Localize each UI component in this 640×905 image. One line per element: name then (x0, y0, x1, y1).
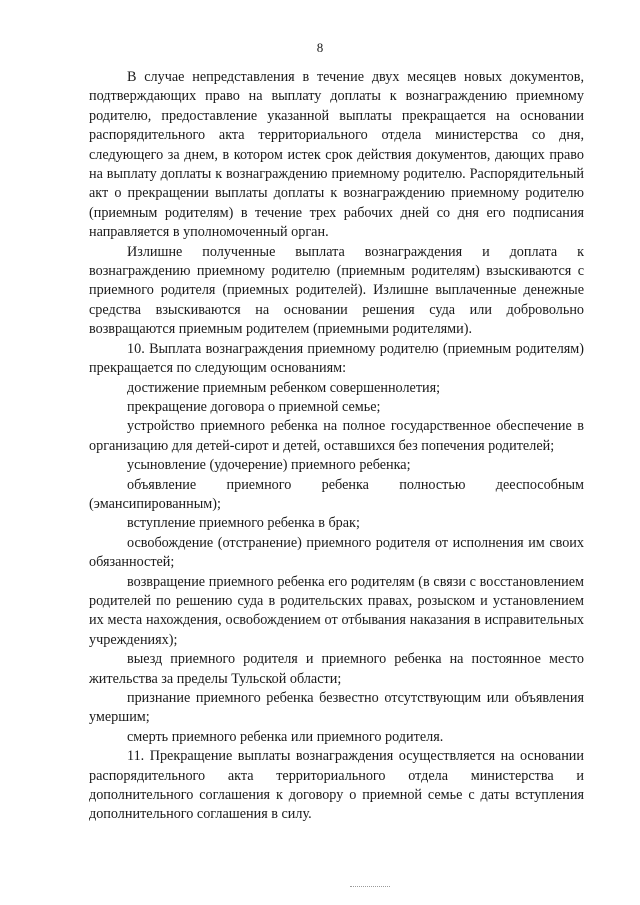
list-item-marriage: вступление приемного ребенка в брак; (127, 515, 360, 532)
list-item-return-to-parents: возвращение приемного ребенка его родителям (в связи с восстановлением родителей по решению суда в родительских правах, розыском и установлением их места нахождения, освобождением от отбывания наказания в исправительных учреждениях); (89, 573, 584, 648)
list-item-relocation: выезд приемного родителя и приемного ребенка на постоянное место жительства за пределы Тульской области; (89, 651, 584, 687)
list-item-adulthood: достижение приемным ребенком совершеннолетия; (127, 379, 441, 396)
list-item-contract-termination: прекращение договора о приемной семье; (127, 398, 381, 415)
scan-artifact (350, 886, 390, 889)
paragraph-section-10: 10. Выплата вознаграждения приемному родителю (приемным родителям) прекращается по следующим основаниям: (89, 340, 584, 377)
list-item-emancipation: объявление приемного ребенка полностью дееспособным (эмансипированным); (89, 476, 584, 512)
list-item-missing-or-deceased: признание приемного ребенка безвестно отсутствующим или объявления умершим; (89, 690, 584, 726)
list-item-death: смерть приемного ребенка или приемного родителя. (127, 728, 444, 745)
list-item-parent-removal: освобождение (отстранение) приемного родителя от исполнения им своих обязанностей; (89, 534, 584, 571)
list-item-adoption: усыновление (удочерение) приемного ребенка; (127, 457, 411, 474)
paragraph-nonsubmission: В случае непредставления в течение двух месяцев новых документов, подтверждающих право на выплату доплаты к вознаграждению приемному родителю, предоставление указанной выплаты прекращается на основании распорядительного акта территориального отдела министерства со дня, следующего за днем, в котором истек срок действия документов, дающих право на выплату доплаты к вознаграждению приемному родителю. Распорядительный акт о прекращении выплаты доплаты к вознаграждению приемному родителю (приемным родителям) в течение трех рабочих дней со дня его подписания направляется в уполномоченный орган. (89, 69, 584, 241)
page-number: 8 (316, 40, 324, 55)
paragraph-overpayment: Излишне полученные выплата вознаграждения и доплата к вознаграждению приемному родителю (приемным родителям) взыскиваются с приемного родителя (приемных родителей). Излишне выплаченные денежные средства взыскиваются на основании решения суда или добровольно возвращаются приемным родителем (приемными родителями). (89, 243, 584, 338)
document-body (89, 68, 584, 825)
list-item-state-care: устройство приемного ребенка на полное государственное обеспечение в организацию для детей-сирот и детей, оставшихся без попечения родителей; (89, 418, 584, 454)
paragraph-section-11: 11. Прекращение выплаты вознаграждения осуществляется на основании распорядительного акта территориального отдела министерства и дополнительного соглашения к договору о приемной семье с даты вступления дополнительного соглашения в силу. (89, 748, 584, 823)
